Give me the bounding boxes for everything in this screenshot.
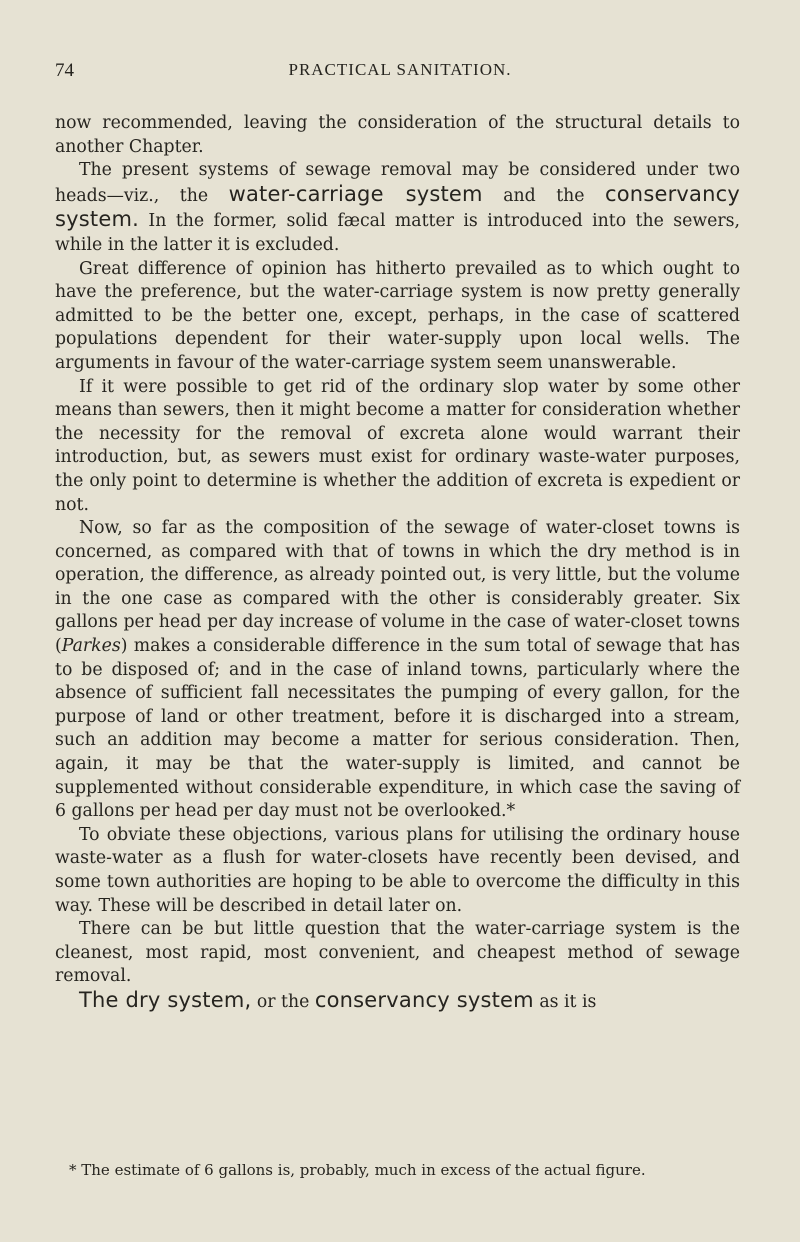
body-text	[55, 112, 740, 1015]
footnote-text: * The estimate of 6 gallons is, probably, much in excess of the actual figure.	[69, 1161, 646, 1179]
term-dry-system: The dry system,	[79, 987, 252, 1012]
paragraph-8	[55, 989, 740, 1015]
paragraph-2-text-a: The present systems of sewage removal may be considered under two heads—viz., the	[55, 160, 740, 206]
paragraph-2	[55, 159, 740, 257]
running-title: PRACTICAL SANITATION.	[288, 60, 512, 79]
paragraph-5-text-c: ) makes a considerable difference in the sum total of sewage that has to be disposed of; and in the case of inland towns, particularly where the absence of sufficient fall necessitates the pumping of every gallon, for the purpose of land or other treatment, before it is discharged into a stream, such an addition may become a matter for serious consideration. Then, again, it may be that the water-supply is limited, and cannot be supplemented without considerable expenditure, in which case the saving of 6 gallons per head per day must not be overlooked.*	[55, 636, 740, 822]
paragraph-8-text-d: as it is	[533, 991, 597, 1012]
term-conservancy-system-2: conservancy system	[314, 987, 534, 1012]
term-water-carriage-system: water-carriage system	[228, 181, 483, 206]
paragraph-5	[55, 517, 740, 824]
term-conservancy-system: conservancy system.	[55, 181, 740, 232]
citation-parkes: Parkes	[61, 636, 121, 657]
page-number: 74	[55, 60, 74, 81]
paragraph-6: To obviate these objections, various plans for utilising the ordinary house waste-water as a flush for water-closets have recently been devised, and some town authorities are hoping to be able to overcome the difficulty in this way. These will be described in detail later on.	[55, 824, 740, 916]
running-head	[55, 60, 745, 90]
paragraph-8-text-b: or the	[251, 991, 315, 1012]
paragraph-2-text-e: In the former, solid fæcal matter is introduced into the sewers, while in the latter it is excluded.	[55, 211, 740, 255]
paragraph-2-text-c: and the	[482, 185, 606, 206]
paragraph-7: There can be but little question that the water-carriage system is the cleanest, most rapid, most convenient, and cheapest method of sewage removal.	[55, 919, 740, 987]
paragraph-3: Great difference of opinion has hitherto prevailed as to which ought to have the preference, but the water-carriage system is now pretty generally admitted to be the better one, except, perhaps, in the case of scattered populations dependent for their water-supply upon local wells. The arguments in favour of the water-carriage system seem unanswerable.	[55, 258, 740, 373]
paragraph-4: If it were possible to get rid of the ordinary slop water by some other means than sewers, then it might become a matter for consideration whether the necessity for the removal of excreta alone would warrant their introduction, but, as sewers must exist for ordinary waste-water purposes, the only point to determine is whether the addition of excreta is expedient or not.	[55, 376, 740, 515]
footnote	[55, 1160, 740, 1180]
paragraph-1: now recommended, leaving the consideration of the structural details to another Chapter.	[55, 113, 740, 157]
paragraph-5-text-a: Now, so far as the composition of the sewage of water-closet towns is concerned, as compared with that of towns in which the dry method is in operation, the difference, as already pointed out, is very little, but the volume in the one case as compared with the other is considerably greater. Six gallons per head per day increase of volume in the case of water-closet towns (	[55, 518, 740, 657]
